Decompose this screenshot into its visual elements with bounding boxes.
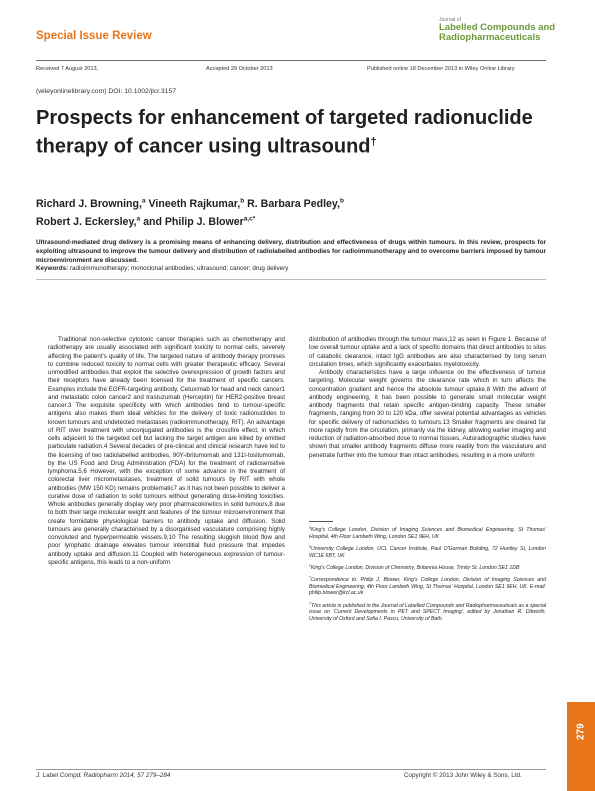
footnote <box>309 565 546 572</box>
author-list <box>36 193 556 230</box>
author-affiliation: b <box>339 197 344 204</box>
footnote-rule <box>309 521 333 522</box>
footnote <box>309 546 546 559</box>
abstract: Ultrasound-mediated drug delivery is a promising means of enhancing delivery, distribution and effectiveness of drugs within tumours. In this review, prospects for exploiting ultrasound to improve the tumour delivery and distribution of radiolabelled antibodies for radioimmunotherapy and to overcome barriers imposed by tumour microenvironment are discussed. <box>36 239 546 265</box>
title-text: Prospects for enhancement of targeted radionuclide therapy of cancer using ultrasound <box>36 107 533 158</box>
footer-rule <box>36 769 546 770</box>
author-affiliation: a <box>141 197 146 204</box>
footnote-text: University College London, UCL Cancer Institute, Paul O'Gorman Building, 72 Huntley St, London WC1E 6BT, UK <box>309 545 546 559</box>
body-right-column <box>309 336 546 460</box>
author-affiliation: b <box>240 197 245 204</box>
published-date: Published online 18 December 2013 in Wiley Online Library <box>367 66 515 72</box>
header-rule <box>36 60 546 61</box>
author <box>149 198 245 210</box>
journal-name: Labelled Compounds and Radiopharmaceuticals <box>439 22 556 43</box>
page-number: 279 <box>575 723 587 741</box>
author-affiliation: a <box>136 215 141 223</box>
received-date: Received 7 August 2013, <box>36 66 99 72</box>
body-paragraph: distribution of antibodies through the tumour mass,12 as seen in Figure 1. Because of low overall tumour uptake and a lack of specific domains that direct antibodies to sites of catabolic clearance, intact IgG antibodies are also characterised by long serum circulation times, which significantly exacerbates myelotoxicity. <box>309 336 546 368</box>
footnote <box>309 527 546 540</box>
author <box>247 198 344 210</box>
author-name: Robert J. Eckersley, <box>36 216 137 229</box>
copyright: Copyright © 2013 John Wiley & Sons, Ltd. <box>404 772 522 779</box>
footnote-mark: a <box>309 525 311 530</box>
author-name: Richard J. Browning, <box>36 197 142 210</box>
keywords-text: radioimmunotherapy; monoclonal antibodies; ultrasound; cancer; drug delivery <box>69 265 289 272</box>
footnote-text: Correspondence to: Philip J. Blower, King's College London, Division of Imaging Sciences and Biomedical Engineering, 4th Floor Lambeth Wing, St Thomas' Hospital, London SE1 9EH, UK. E-mail: philip.blower@kcl.ac.uk <box>309 577 546 597</box>
author-name: Vineeth Rajkumar, <box>148 197 241 210</box>
doi: (wileyonlinelibrary.com) DOI: 10.1002/jlcr.3157 <box>36 88 177 95</box>
footnote <box>309 577 546 597</box>
footnote <box>309 600 546 623</box>
footnotes <box>309 527 546 628</box>
author <box>36 198 146 210</box>
title-mark: † <box>370 136 377 148</box>
footnote-mark: † <box>309 600 312 605</box>
author-name: and Philip J. Blower <box>143 216 244 229</box>
body-left-column <box>48 336 285 567</box>
footnote-mark: b <box>309 544 311 549</box>
keywords-rule <box>36 279 546 280</box>
author <box>143 216 255 228</box>
footnote-mark: c <box>309 563 311 568</box>
body-paragraph: Traditional non-selective cytotoxic cancer therapies such as chemotherapy and radiotherapy are usually associated with significant toxicity to normal cells, severely affecting the patient's quality of life. The targeted nature of antibody therapy promises to combine reduced toxicity to normal cells with greater therapeutic efficacy. Several unmodified antibodies that exploit the selective overexpression of growth factors and their receptors have already been licensed for the treatment of specific cancers. Examples include the EGFR-targeting antibody, Cetuximab for head and neck cancer1 and metastatic colon cancer2 and trastuzumab (Herceptin) for HER2-positive breast cancer.3 The exquisite specificity with which antibodies bind to tumour-specific antigens also makes them ideal vehicles for the delivery of toxic radionuclides to known tumours and undetected metastases (radioimmunotherapy, RIT). An advantage of RIT over treatment with unconjugated antibodies is the crossfire effect, in which cells adjacent to the targeted cell but lacking the target antigen are killed by emitted particulate radiation.4 Several decades of pre-clinical and clinical research have led to the licensing of two radiolabelled antibodies, 90Y-ibritumomab and 131I-tositumomab, by the US Food and Drug Administration (FDA) for the treatment of radiosensitive lymphoma.5,6 However, with the exception of some advance in the treatment of colorectal liver micrometastases, treatment of solid tumours by RIT with whole antibodies (MW 150 KD) remains problematic7 as it has not been possible to deliver a curative dose of radiation to solid tumours without generating dose-limiting toxicities. Whole antibodies generally display very poor pharmacokinetics in solid tumours,8 due to both their large molecular weight and features of the tumour microenvironment that create formidable physiological barriers to antibody uptake and diffusion. Solid tumours are generally characterised by a disorganised vasculature comprising highly convoluted and hyperpermeable vessels.9,10 The resulting sluggish blood flow and poor lymphatic drainage elevates tumour interstitial fluid pressure that impedes antibody uptake and diffusion.11 Coupled with heterogeneous expression of tumour-specific antigens, this leads to a non-uniform <box>48 336 285 566</box>
author <box>36 216 140 228</box>
journal-citation: J. Label Compd. Radiopharm 2014, 57 279–284 <box>36 772 171 779</box>
section-label: Special Issue Review <box>36 30 152 42</box>
journal-prefix: Journal of <box>439 17 461 23</box>
footnote-text: King's College London, Division of Chemistry, Britannia House, Trinity St, London SE1 1DB <box>310 564 520 571</box>
accepted-date: Accepted 29 October 2013 <box>206 66 273 72</box>
article-title <box>36 106 536 159</box>
keywords <box>36 265 546 273</box>
body-paragraph: Antibody characteristics have a large influence on the effectiveness of tumour targeting. Molecular weight governs the clearance rate which in turn affects the concentration gradient and hence the absolute tumour uptake.8 With the advent of antibody engineering, it has been possible to generate small molecular weight antibody fragments that retain specific antigen-binding capacity. These smaller fragments, ranging from 30 to 120 kDa, offer several potential advantages as vehicles for specific delivery of radionuclides to tumours.13 Smaller fragments are cleared far more rapidly from the circulation, primarily via the kidney, allowing earlier imaging and reduction of radiation-absorbed dose to normal tissues. Autoradiographic studies have shown that smaller antibody fragments diffuse more readily from the vasculature and penetrate further into the tumour than intact antibodies, resulting in a more uniform <box>309 369 546 459</box>
footnote-text: King's College London, Division of Imaging Sciences and Biomedical Engineering, St Thomas' Hospital, 4th Floor Lambeth Wing, London SE1 9EH, UK <box>309 527 546 540</box>
author-name: R. Barbara Pedley, <box>247 197 340 210</box>
author-affiliation: a,c* <box>243 215 256 223</box>
footnote-mark: * <box>309 575 311 580</box>
keywords-label: Keywords: <box>36 265 69 272</box>
footnote-text: This article is published in the Journal of Labelled Compounds and Radiopharmaceuticals as a special issue on 'Current Developments in PET and SPECT Imaging', edited by Jonathan R. Dilworth, University of Oxford and Sofia I. Pascu, University of Bath. <box>309 602 546 623</box>
